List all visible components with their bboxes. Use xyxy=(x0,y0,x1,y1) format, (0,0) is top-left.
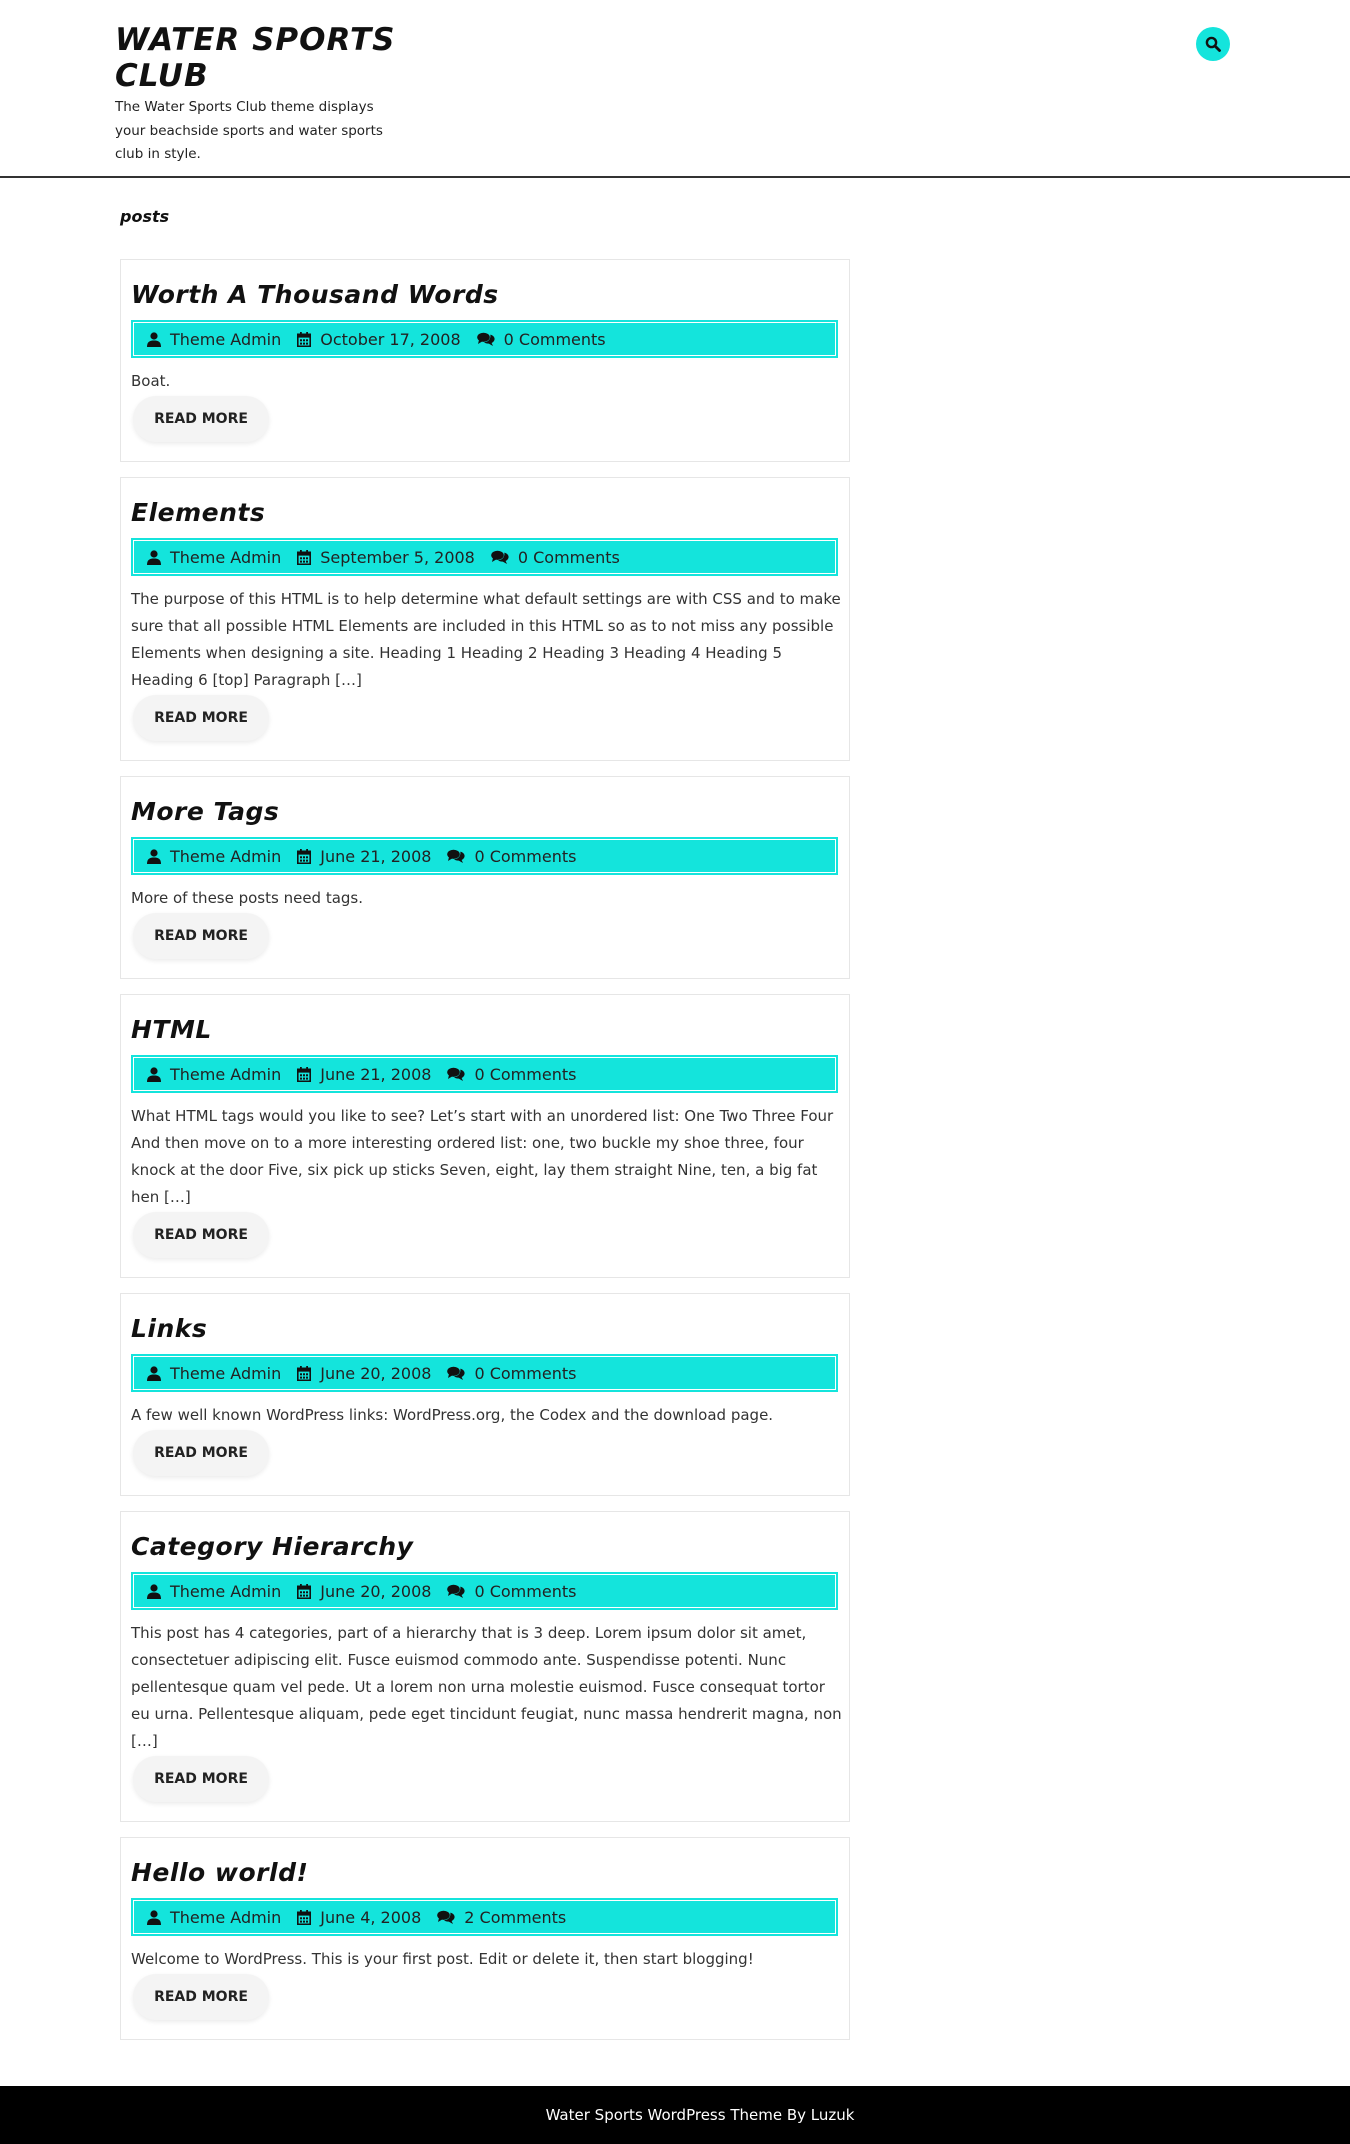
post-meta xyxy=(131,1055,838,1093)
post-author[interactable] xyxy=(147,847,281,866)
post-author-name: Theme Admin xyxy=(170,1581,282,1601)
post-title[interactable]: More Tags xyxy=(131,797,280,826)
post-meta xyxy=(131,1572,838,1610)
post-card xyxy=(120,477,850,761)
site-description: The Water Sports Club theme displays your beachside sports and water sports club in style. xyxy=(115,99,383,162)
post-excerpt: This post has 4 categories, part of a hierarchy that is 3 deep. Lorem ipsum dolor sit amet, consectetuer adipiscing elit. Fusce euismod commodo ante. Suspendisse potenti. Nunc pellentesque quam vel pede. Ut a lorem non urna molestie euismod. Fusce consequat tortor eu urna. Pellentesque aliquam, pede eget tincidunt feugiat, nunc massa hendrerit magna, non […] xyxy=(131,1624,842,1750)
post-excerpt: What HTML tags would you like to see? Let’s start with an unordered list: One Two Three Four And then move on to a more interesting ordered list: one, two buckle my shoe three, four knock at the door Five, six pick up sticks Seven, eight, lay them straight Nine, ten, a big fat hen […] xyxy=(131,1107,834,1206)
post-card xyxy=(120,1293,850,1496)
post-comments-count: 0 Comments xyxy=(503,329,606,349)
post-date[interactable] xyxy=(297,1364,431,1383)
user-icon xyxy=(147,849,161,864)
post-comments[interactable] xyxy=(477,330,606,349)
comments-icon xyxy=(477,332,495,347)
post-card xyxy=(120,259,850,462)
post-comments-count: 0 Comments xyxy=(474,1581,577,1601)
post-meta xyxy=(131,837,838,875)
post-excerpt: More of these posts need tags. xyxy=(131,889,364,907)
post-author-name: Theme Admin xyxy=(170,1907,282,1927)
post-title[interactable]: HTML xyxy=(131,1015,212,1044)
footer-credit[interactable]: Water Sports WordPress Theme By Luzuk xyxy=(545,2106,855,2124)
read-more-button[interactable]: READ MORE xyxy=(133,695,269,741)
post-author-name: Theme Admin xyxy=(170,1363,282,1383)
read-more-button[interactable]: READ MORE xyxy=(133,1756,269,1802)
post-author-name: Theme Admin xyxy=(170,846,282,866)
post-date-text: June 4, 2008 xyxy=(320,1907,422,1927)
post-date[interactable] xyxy=(297,1582,431,1601)
comments-icon xyxy=(491,550,509,565)
post-date-text: June 21, 2008 xyxy=(320,846,432,866)
read-more-button[interactable]: READ MORE xyxy=(133,396,269,442)
calendar-icon xyxy=(297,1910,311,1925)
post-title[interactable]: Category Hierarchy xyxy=(131,1532,414,1561)
calendar-icon xyxy=(297,1366,311,1381)
read-more-button[interactable]: READ MORE xyxy=(133,1430,269,1476)
post-meta xyxy=(131,320,838,358)
post-comments-count: 0 Comments xyxy=(474,846,577,866)
post-excerpt: The purpose of this HTML is to help determine what default settings are with CSS and to make sure that all possible HTML Elements are included in this HTML so as to not miss any possible Elements when designing a site. Heading 1 Heading 2 Heading 3 Heading 4 Heading 5 Heading 6 [top] Paragraph […] xyxy=(131,590,841,689)
post-date[interactable] xyxy=(297,1065,431,1084)
post-excerpt: Welcome to WordPress. This is your first post. Edit or delete it, then start blogging! xyxy=(131,1950,754,1968)
search-icon xyxy=(1205,36,1221,52)
read-more-button[interactable]: READ MORE xyxy=(133,913,269,959)
post-meta xyxy=(131,1898,838,1936)
post-card xyxy=(120,994,850,1278)
post-meta xyxy=(131,538,838,576)
post-comments-count: 2 Comments xyxy=(464,1907,567,1927)
comments-icon xyxy=(447,1584,465,1599)
post-author[interactable] xyxy=(147,1582,281,1601)
post-date-text: June 20, 2008 xyxy=(320,1581,432,1601)
comments-icon xyxy=(447,849,465,864)
calendar-icon xyxy=(297,332,311,347)
post-date[interactable] xyxy=(297,330,460,349)
post-comments[interactable] xyxy=(447,1364,576,1383)
search-button[interactable] xyxy=(1196,27,1230,61)
read-more-button[interactable]: READ MORE xyxy=(133,1974,269,2020)
calendar-icon xyxy=(297,1067,311,1082)
user-icon xyxy=(147,1366,161,1381)
post-author[interactable] xyxy=(147,1908,281,1927)
post-date-text: June 20, 2008 xyxy=(320,1363,432,1383)
post-author[interactable] xyxy=(147,548,281,567)
user-icon xyxy=(147,550,161,565)
post-comments[interactable] xyxy=(447,1065,576,1084)
post-author[interactable] xyxy=(147,1065,281,1084)
post-author-name: Theme Admin xyxy=(170,329,282,349)
post-date-text: September 5, 2008 xyxy=(320,547,475,567)
post-title[interactable]: Worth A Thousand Words xyxy=(131,280,499,309)
post-author[interactable] xyxy=(147,330,281,349)
post-date-text: October 17, 2008 xyxy=(320,329,461,349)
post-author-name: Theme Admin xyxy=(170,547,282,567)
post-date[interactable] xyxy=(297,847,431,866)
post-author-name: Theme Admin xyxy=(170,1064,282,1084)
post-comments-count: 0 Comments xyxy=(517,547,620,567)
post-title[interactable]: Hello world! xyxy=(131,1858,309,1887)
post-date[interactable] xyxy=(297,548,475,567)
post-title[interactable]: Links xyxy=(131,1314,208,1343)
site-header xyxy=(0,0,1350,178)
comments-icon xyxy=(447,1366,465,1381)
post-comments[interactable] xyxy=(447,1582,576,1601)
post-comments[interactable] xyxy=(437,1908,566,1927)
user-icon xyxy=(147,332,161,347)
post-excerpt: Boat. xyxy=(131,372,171,390)
read-more-button[interactable]: READ MORE xyxy=(133,1212,269,1258)
post-date-text: June 21, 2008 xyxy=(320,1064,432,1084)
post-meta xyxy=(131,1354,838,1392)
post-card xyxy=(120,776,850,979)
site-footer xyxy=(0,2086,1350,2144)
post-title[interactable]: Elements xyxy=(131,498,266,527)
user-icon xyxy=(147,1584,161,1599)
post-comments[interactable] xyxy=(447,847,576,866)
post-card xyxy=(120,1837,850,2040)
post-author[interactable] xyxy=(147,1364,281,1383)
post-comments-count: 0 Comments xyxy=(474,1363,577,1383)
post-comments[interactable] xyxy=(491,548,620,567)
user-icon xyxy=(147,1067,161,1082)
user-icon xyxy=(147,1910,161,1925)
post-card xyxy=(120,1511,850,1822)
calendar-icon xyxy=(297,849,311,864)
post-date[interactable] xyxy=(297,1908,421,1927)
post-comments-count: 0 Comments xyxy=(474,1064,577,1084)
calendar-icon xyxy=(297,550,311,565)
section-heading: posts xyxy=(120,207,170,226)
comments-icon xyxy=(447,1067,465,1082)
site-title[interactable]: WATER SPORTS CLUB xyxy=(115,22,396,94)
calendar-icon xyxy=(297,1584,311,1599)
comments-icon xyxy=(437,1910,455,1925)
post-excerpt: A few well known WordPress links: WordPress.org, the Codex and the download page. xyxy=(131,1406,774,1424)
